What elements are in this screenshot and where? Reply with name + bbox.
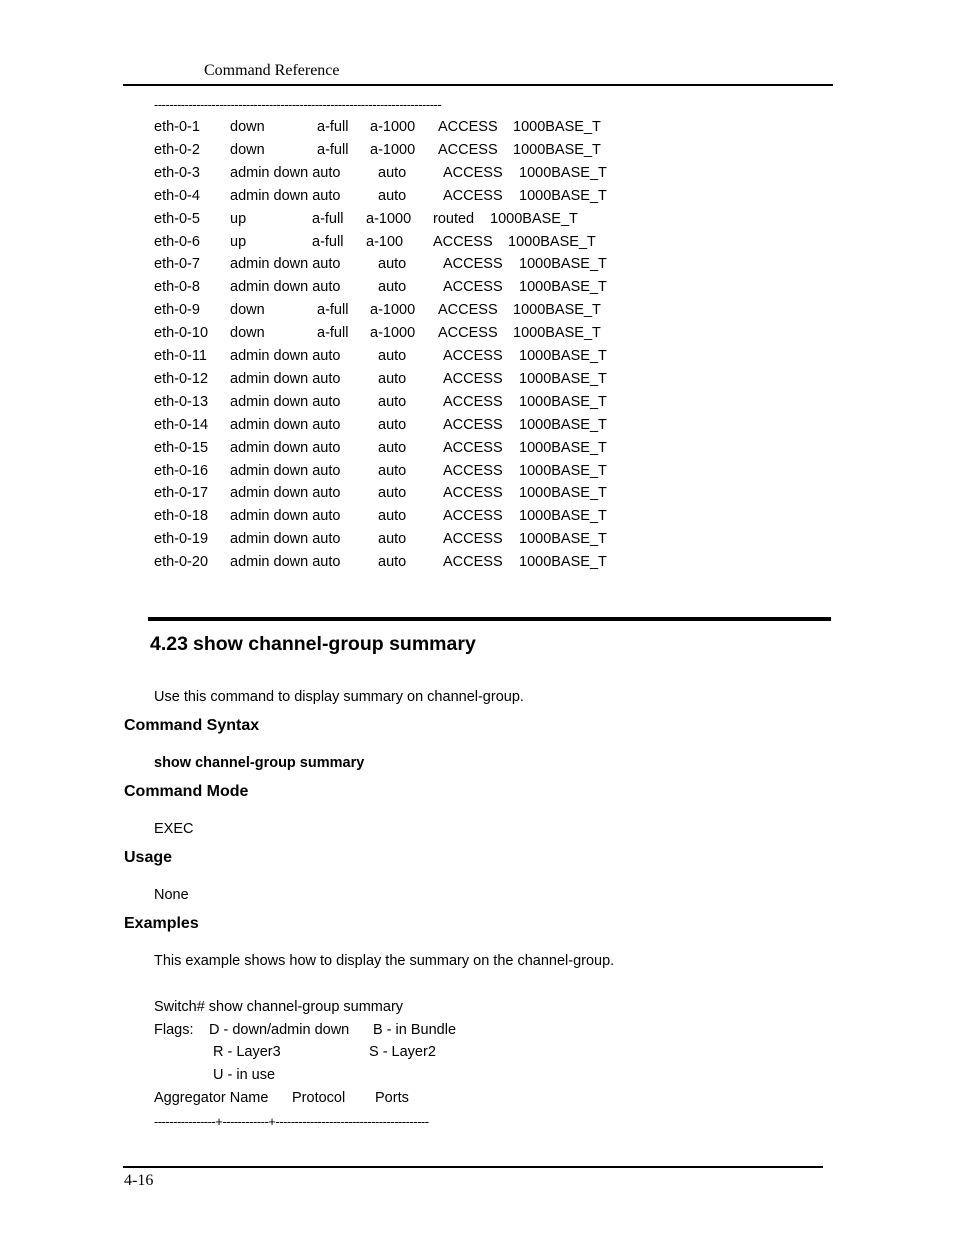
interface-status: admin down auto [230, 416, 341, 433]
table-row [0, 463, 954, 485]
flag-b: B - in Bundle [373, 1022, 457, 1038]
interface-mode: ACCESS [443, 531, 503, 548]
interface-speed: auto [378, 439, 407, 456]
section-title: show channel-group summary [193, 633, 476, 655]
interface-speed: auto [378, 348, 407, 364]
interface-type: 1000BASE_T [519, 485, 607, 502]
interface-status: admin down auto [230, 393, 341, 410]
interface-status: down [230, 302, 265, 319]
column-protocol: Protocol [292, 1090, 346, 1106]
interface-type: 1000BASE_T [519, 531, 607, 548]
interface-name: eth-0-12 [154, 370, 209, 387]
running-header: Command Reference [204, 62, 340, 79]
page-number: 4-16 [124, 1172, 154, 1189]
command-syntax: show channel-group summary [154, 755, 365, 771]
interface-name: eth-0-14 [154, 416, 209, 433]
interface-type: 1000BASE_T [519, 393, 607, 410]
table-row [0, 485, 954, 507]
interface-type: 1000BASE_T [519, 279, 607, 296]
column-ports: Ports [375, 1090, 409, 1106]
interface-speed: auto [378, 164, 407, 181]
flag-r: R - Layer3 [213, 1044, 281, 1060]
interface-type: 1000BASE_T [508, 233, 596, 250]
interface-duplex: a-full [317, 302, 349, 319]
column-aggregator-name: Aggregator Name [154, 1090, 269, 1106]
table-row [0, 302, 954, 324]
interface-status: admin down auto [230, 439, 341, 456]
interface-mode: ACCESS [443, 279, 503, 296]
command-mode: EXEC [154, 821, 194, 837]
interface-duplex: a-full [317, 325, 349, 342]
interface-mode: ACCESS [438, 141, 498, 158]
interface-speed: a-1000 [366, 210, 412, 227]
examples-heading: Examples [124, 915, 199, 932]
usage-text: None [154, 887, 189, 903]
table-row [0, 165, 954, 187]
flags-label: Flags: [154, 1022, 194, 1038]
footer-rule [123, 1166, 823, 1168]
interface-speed: a-1000 [370, 325, 416, 342]
interface-name: eth-0-7 [154, 256, 200, 273]
interface-mode: ACCESS [433, 233, 493, 250]
interface-mode: ACCESS [443, 164, 503, 181]
interface-speed: auto [378, 485, 407, 502]
interface-mode: ACCESS [443, 187, 503, 204]
interface-name: eth-0-9 [154, 302, 200, 319]
interface-name: eth-0-8 [154, 279, 200, 296]
interface-type: 1000BASE_T [519, 439, 607, 456]
interface-mode: ACCESS [443, 485, 503, 502]
interface-status: admin down auto [230, 531, 341, 548]
interface-speed: auto [378, 416, 407, 433]
interface-status: down [230, 119, 265, 135]
examples-intro: This example shows how to display the summary on the channel-group. [154, 953, 615, 969]
interface-type: 1000BASE_T [519, 370, 607, 387]
interface-status: admin down auto [230, 370, 341, 387]
interface-name: eth-0-16 [154, 462, 209, 479]
table-row [0, 417, 954, 439]
interface-mode: ACCESS [443, 416, 503, 433]
interface-duplex: a-full [317, 119, 349, 135]
interface-name: eth-0-2 [154, 141, 200, 158]
table-row [0, 256, 954, 278]
header-rule [123, 84, 833, 86]
interface-speed: a-1000 [370, 119, 416, 135]
flag-s: S - Layer2 [369, 1044, 436, 1060]
interface-type: 1000BASE_T [519, 508, 607, 525]
table-row [0, 188, 954, 210]
table-row [0, 554, 954, 576]
interface-mode: ACCESS [443, 554, 503, 571]
table-row [0, 279, 954, 301]
interface-name: eth-0-1 [154, 119, 200, 135]
output-separator: --------------------------------------------------------------------------- [154, 97, 442, 112]
interface-status: admin down auto [230, 508, 341, 525]
interface-speed: a-100 [366, 233, 404, 250]
interface-duplex: a-full [317, 141, 349, 158]
interface-type: 1000BASE_T [519, 256, 607, 273]
table-row [0, 531, 954, 553]
interface-type: 1000BASE_T [519, 348, 607, 364]
interface-speed: auto [378, 256, 407, 273]
table-row [0, 371, 954, 393]
interface-mode: ACCESS [438, 302, 498, 319]
interface-speed: auto [378, 187, 407, 204]
interface-speed: auto [378, 370, 407, 387]
table-row [0, 440, 954, 462]
interface-status: up [230, 233, 247, 250]
interface-name: eth-0-10 [154, 325, 209, 342]
interface-name: eth-0-17 [154, 485, 209, 502]
interface-name: eth-0-19 [154, 531, 209, 548]
interface-mode: ACCESS [443, 462, 503, 479]
interface-name: eth-0-15 [154, 439, 209, 456]
interface-speed: a-1000 [370, 141, 416, 158]
interface-mode: ACCESS [443, 256, 503, 273]
interface-mode: ACCESS [443, 370, 503, 387]
interface-name: eth-0-3 [154, 164, 200, 181]
interface-mode: ACCESS [438, 119, 498, 135]
example-prompt: Switch# show channel-group summary [154, 999, 404, 1015]
section-rule [148, 617, 831, 621]
flag-d: D - down/admin down [209, 1022, 350, 1038]
interface-speed: a-1000 [370, 302, 416, 319]
interface-status: admin down auto [230, 485, 341, 502]
interface-speed: auto [378, 462, 407, 479]
interface-status: admin down auto [230, 256, 341, 273]
interface-type: 1000BASE_T [519, 416, 607, 433]
flag-u: U - in use [213, 1067, 276, 1083]
table-row [0, 394, 954, 416]
interface-type: 1000BASE_T [513, 119, 601, 135]
interface-name: eth-0-6 [154, 233, 200, 250]
interface-mode: ACCESS [443, 508, 503, 525]
interface-name: eth-0-18 [154, 508, 209, 525]
table-row [0, 119, 954, 141]
interface-type: 1000BASE_T [490, 210, 578, 227]
interface-mode: ACCESS [443, 439, 503, 456]
interface-speed: auto [378, 393, 407, 410]
section-number: 4.23 [150, 633, 188, 655]
interface-status: up [230, 210, 247, 227]
interface-speed: auto [378, 508, 407, 525]
interface-type: 1000BASE_T [519, 164, 607, 181]
interface-duplex: a-full [312, 233, 344, 250]
interface-status: admin down auto [230, 187, 341, 204]
interface-mode: ACCESS [443, 348, 503, 364]
table-row [0, 142, 954, 164]
mode-heading: Command Mode [124, 783, 249, 800]
interface-status: admin down auto [230, 348, 341, 364]
interface-status: admin down auto [230, 554, 341, 571]
interface-name: eth-0-4 [154, 187, 200, 204]
interface-type: 1000BASE_T [513, 325, 601, 342]
interface-status: admin down auto [230, 164, 341, 181]
table-row [0, 508, 954, 530]
interface-mode: ACCESS [438, 325, 498, 342]
interface-status: admin down auto [230, 279, 341, 296]
syntax-heading: Command Syntax [124, 717, 260, 734]
interface-type: 1000BASE_T [513, 302, 601, 319]
interface-name: eth-0-20 [154, 554, 209, 571]
usage-heading: Usage [124, 849, 173, 866]
interface-speed: auto [378, 531, 407, 548]
table-row [0, 211, 954, 233]
interface-status: admin down auto [230, 462, 341, 479]
interface-name: eth-0-13 [154, 393, 209, 410]
interface-type: 1000BASE_T [519, 554, 607, 571]
interface-name: eth-0-5 [154, 210, 200, 227]
interface-type: 1000BASE_T [519, 187, 607, 204]
section-intro: Use this command to display summary on channel-group. [154, 689, 524, 705]
interface-type: 1000BASE_T [519, 462, 607, 479]
table-row [0, 234, 954, 256]
interface-duplex: a-full [312, 210, 344, 227]
interface-mode: ACCESS [443, 393, 503, 410]
interface-mode: routed [433, 210, 475, 227]
interface-speed: auto [378, 554, 407, 571]
table-row [0, 348, 954, 370]
interface-status: down [230, 325, 265, 342]
interface-speed: auto [378, 279, 407, 296]
example-separator: ----------------+------------+---------------------------------------- [154, 1114, 429, 1129]
interface-name: eth-0-11 [154, 348, 207, 364]
table-row [0, 325, 954, 347]
interface-type: 1000BASE_T [513, 141, 601, 158]
interface-status: down [230, 141, 265, 158]
